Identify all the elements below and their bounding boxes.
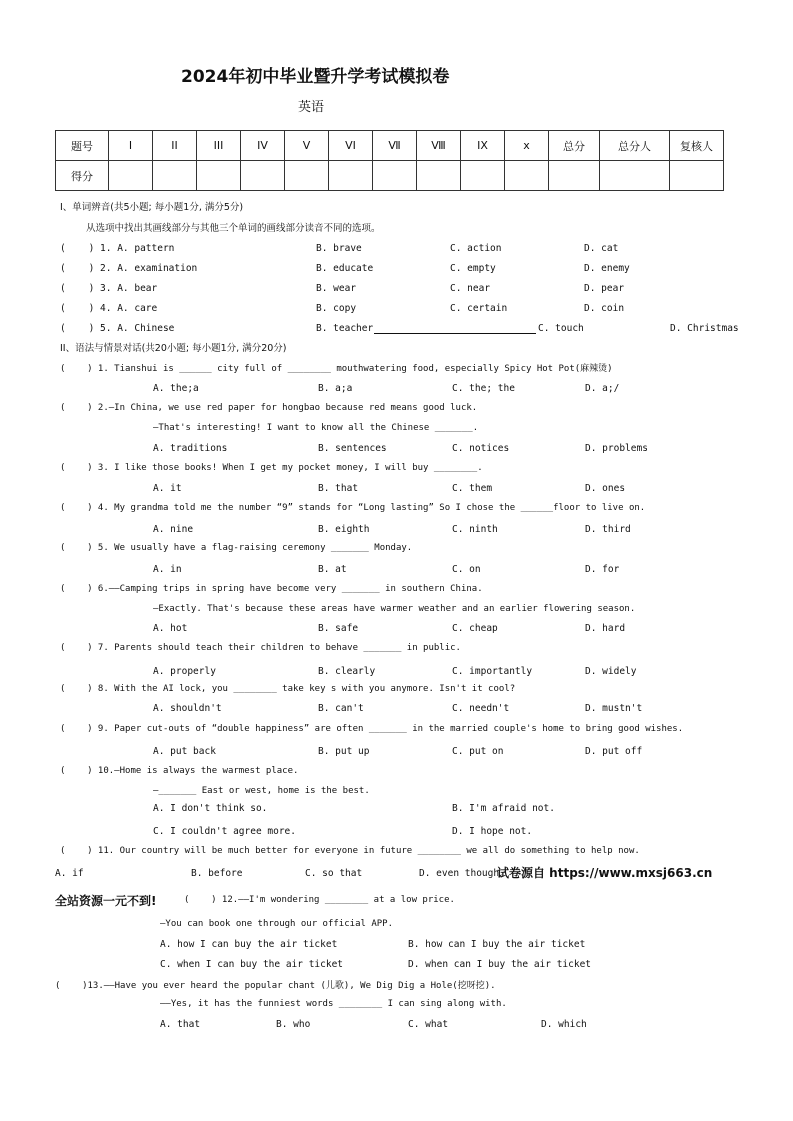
option-c: C. I couldn't agree more.	[153, 826, 296, 837]
option-b: B. I'm afraid not.	[452, 803, 555, 814]
option-d: D. third	[585, 524, 631, 535]
option-a: A. it	[153, 483, 182, 494]
option-d: D. pear	[584, 283, 625, 294]
table-cell: I	[109, 131, 153, 161]
table-cell: II	[153, 131, 197, 161]
option-d: D. Christmas	[670, 323, 739, 334]
option-a: A. traditions	[153, 443, 228, 454]
option-b: B. sentences	[318, 443, 387, 454]
option-c: C. action	[450, 243, 502, 254]
question-10-stem: ( ) 10.—Home is always the warmest place.	[60, 766, 299, 776]
watermark-source: 试卷源自 https://www.mxsj663.cn	[497, 866, 713, 880]
option-d: D. hard	[585, 623, 626, 634]
option-a: A. in	[153, 564, 182, 575]
question-6-reply: —Exactly. That's because these areas have warmer weather and an earlier flowering season.	[153, 604, 636, 614]
score-table-header-row	[56, 131, 724, 161]
option-c: C. cheap	[452, 623, 498, 634]
option-b: B. safe	[318, 623, 359, 634]
score-input-cell[interactable]	[417, 161, 461, 191]
option-b: B. clearly	[318, 666, 376, 677]
option-a: A. shouldn't	[153, 703, 222, 714]
question-9-stem: ( ) 9. Paper cut-outs of “double happiness” are often _______ in the married couple's home to bring good wishes.	[60, 724, 684, 734]
score-input-cell[interactable]	[109, 161, 153, 191]
score-input-cell[interactable]	[285, 161, 329, 191]
score-input-cell[interactable]	[373, 161, 417, 191]
option-b: B. how can I buy the air ticket	[408, 939, 586, 950]
option-d: D. coin	[584, 303, 625, 314]
question-2-reply: —That's interesting! I want to know all the Chinese _______.	[153, 423, 479, 433]
option-c: C. when I can buy the air ticket	[160, 959, 344, 970]
option-a: A. if	[55, 868, 84, 879]
table-cell: VI	[329, 131, 373, 161]
option-a: A. the;a	[153, 383, 199, 394]
table-cell: III	[197, 131, 241, 161]
question-2-stem: ( ) 2. A. examination	[60, 263, 198, 274]
option-d: D. even though	[419, 868, 500, 879]
page-title: 2024年初中毕业暨升学考试模拟卷	[181, 67, 450, 87]
question-13-stem: ( )13.——Have you ever heard the popular chant (儿歌), We Dig Dig a Hole(挖呀挖).	[55, 981, 496, 991]
question-8-stem: ( ) 8. With the AI lock, you ________ take key s with you anymore. Isn't it cool?	[60, 684, 516, 694]
option-c: C. them	[452, 483, 493, 494]
option-d: D. for	[585, 564, 620, 575]
table-cell: Ⅶ	[373, 131, 417, 161]
option-c: C. put on	[452, 746, 504, 757]
table-cell: Ⅷ	[417, 131, 461, 161]
option-d: D. which	[541, 1019, 587, 1030]
table-cell: IX	[461, 131, 505, 161]
question-13-reply: ——Yes, it has the funniest words ________ I can sing along with.	[160, 999, 507, 1009]
option-d: D. when can I buy the air ticket	[408, 959, 592, 970]
question-10-reply: —_______ East or west, home is the best.	[153, 786, 370, 796]
option-d: D. I hope not.	[452, 826, 533, 837]
table-cell: 总分人	[600, 131, 670, 161]
option-b: B. wear	[316, 283, 357, 294]
score-input-cell[interactable]	[153, 161, 197, 191]
table-cell: 总分	[549, 131, 600, 161]
option-c: C. ninth	[452, 524, 498, 535]
score-table-score-row	[56, 161, 724, 191]
option-a: A. that	[160, 1019, 201, 1030]
option-a: A. put back	[153, 746, 216, 757]
option-b: B. that	[318, 483, 359, 494]
section-1-instruction: 从选项中找出其画线部分与其他三个单词的画线部分读音不同的选项。	[86, 223, 381, 234]
question-3-stem: ( ) 3. A. bear	[60, 283, 158, 294]
score-input-cell[interactable]	[600, 161, 670, 191]
option-a: A. how I can buy the air ticket	[160, 939, 338, 950]
score-input-cell[interactable]	[197, 161, 241, 191]
question-5-stem: ( ) 5. A. Chinese	[60, 323, 175, 334]
option-b: B. a;a	[318, 383, 353, 394]
table-cell: x	[505, 131, 549, 161]
question-3-stem: ( ) 3. I like those books! When I get my pocket money, I will buy ________.	[60, 463, 483, 473]
section-2-heading: II、语法与情景对话(共20小题; 每小题1分, 满分20分)	[60, 343, 287, 354]
question-1-stem: ( ) 1. A. pattern	[60, 243, 175, 254]
option-a: A. I don't think so.	[153, 803, 268, 814]
option-d: D. mustn't	[585, 703, 643, 714]
question-5-stem: ( ) 5. We usually have a flag-raising ceremony _______ Monday.	[60, 543, 413, 553]
option-c: C. importantly	[452, 666, 533, 677]
option-b: B. before	[191, 868, 243, 879]
option-a: A. hot	[153, 623, 188, 634]
question-12-reply: —You can book one through our official APP.	[160, 919, 393, 929]
score-input-cell[interactable]	[461, 161, 505, 191]
table-cell: 复核人	[670, 131, 724, 161]
score-table	[55, 130, 724, 191]
option-b: B. eighth	[318, 524, 370, 535]
option-d: D. ones	[585, 483, 626, 494]
score-input-cell[interactable]	[505, 161, 549, 191]
question-12-stem: ( ) 12.——I'm wondering ________ at a low price.	[184, 895, 455, 905]
option-c: C. touch	[538, 323, 584, 334]
table-cell: 得分	[56, 161, 109, 191]
option-d: D. problems	[585, 443, 648, 454]
question-4-stem: ( ) 4. A. care	[60, 303, 158, 314]
question-1-stem: ( ) 1. Tianshui is ______ city full of ________ mouthwatering food, especially Spicy Hot Pot(麻辣烫)	[60, 364, 613, 374]
question-11-stem: ( ) 11. Our country will be much better for everyone in future ________ we all do something to help now.	[60, 846, 640, 856]
option-d: D. enemy	[584, 263, 630, 274]
option-d: D. put off	[585, 746, 643, 757]
option-c: C. certain	[450, 303, 508, 314]
table-cell: IV	[241, 131, 285, 161]
option-a: A. nine	[153, 524, 194, 535]
question-6-stem: ( ) 6.——Camping trips in spring have become very _______ in southern China.	[60, 584, 483, 594]
option-b: B. educate	[316, 263, 374, 274]
option-b: B. copy	[316, 303, 357, 314]
score-input-cell[interactable]	[549, 161, 600, 191]
option-a: A. properly	[153, 666, 216, 677]
option-c: C. needn't	[452, 703, 510, 714]
option-c: C. so that	[305, 868, 363, 879]
option-c: C. what	[408, 1019, 449, 1030]
option-d: D. a;/	[585, 383, 620, 394]
option-c: C. near	[450, 283, 491, 294]
option-b: B. at	[318, 564, 347, 575]
option-b: B. can't	[318, 703, 364, 714]
option-d: D. widely	[585, 666, 637, 677]
option-c: C. the; the	[452, 383, 515, 394]
score-input-cell[interactable]	[241, 161, 285, 191]
score-input-cell[interactable]	[329, 161, 373, 191]
blank-line	[374, 333, 536, 334]
option-b: B. put up	[318, 746, 370, 757]
subject-label: 英语	[298, 100, 325, 115]
option-c: C. notices	[452, 443, 510, 454]
option-b: B. teacher	[316, 323, 374, 334]
section-1-heading: I、单词辨音(共5小题; 每小题1分, 满分5分)	[60, 202, 244, 213]
option-b: B. who	[276, 1019, 311, 1030]
question-7-stem: ( ) 7. Parents should teach their children to behave _______ in public.	[60, 643, 461, 653]
table-cell: V	[285, 131, 329, 161]
option-d: D. cat	[584, 243, 619, 254]
score-input-cell[interactable]	[670, 161, 724, 191]
table-cell: 题号	[56, 131, 109, 161]
question-4-stem: ( ) 4. My grandma told me the number “9” stands for “Long lasting” So I chose the ______floor to live on.	[60, 503, 646, 513]
watermark-promo: 全站资源一元不到!	[55, 894, 157, 908]
option-c: C. on	[452, 564, 481, 575]
option-b: B. brave	[316, 243, 362, 254]
option-c: C. empty	[450, 263, 496, 274]
question-2-stem: ( ) 2.—In China, we use red paper for hongbao because red means good luck.	[60, 403, 478, 413]
